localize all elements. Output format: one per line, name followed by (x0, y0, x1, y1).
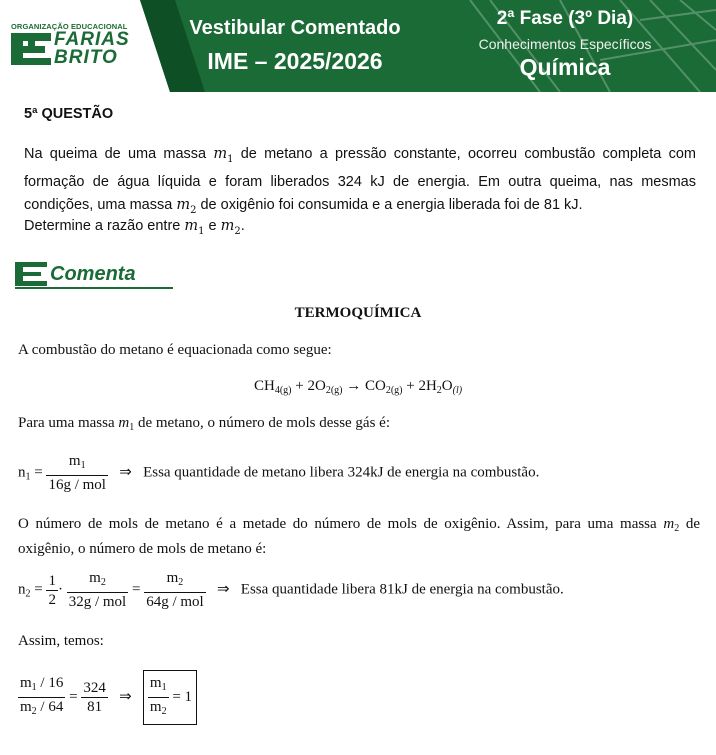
fraction-m1-over-16: $\frac{m_1}{\text{16g / mol}}$ (48, 453, 106, 493)
var-m2: $m_2$ (176, 196, 197, 216)
brand-farias: FARIAS (54, 29, 130, 50)
reaction-equation: $CH_{4(g)} + 2O_{2(g)} \to CO_{2(g)} + 2H_2O_{(l)}$ (254, 378, 463, 396)
equation-ratio: $\frac{m_1 / 16}{m_2 / 64}$ = $\frac{324}{81}$ ⇒ $\frac{m_1}{m_2}$ = 1 (18, 670, 197, 725)
implies-icon: ⇒ (119, 688, 132, 705)
implies-icon: ⇒ (216, 581, 230, 598)
equation-n2: $n_2$ = $\frac{1}{2}$ · $\frac{m_2}{\text{32g / mol}}$ = $\frac{m_2}{\text{64g / mol}}$ ⇒ Essa quantidade libera 81kJ de energia na combustão. (18, 570, 564, 610)
comenta-divider (15, 287, 173, 289)
var-m1: $m_1$ (213, 146, 234, 165)
org-name: ORGANIZAÇÃO EDUCACIONAL (11, 22, 128, 31)
fraction-ratio-left: $\frac{m_1 / 16}{m_2 / 64}$ (20, 675, 64, 717)
fraction-one-half: $\frac{1}{2}$ (48, 572, 56, 608)
question-text: Na queima de uma massa $m_1$ de metano a pressão constante, ocorreu combustão completa com formação de água líquida e foram liberados 324 kJ de energia. Em outra queima, nas mesmas condições, uma massa $m_2$ de oxigênio foi consumida e a energia liberada foi de 81 kJ. (24, 146, 696, 216)
implies-icon: ⇒ (119, 464, 132, 481)
solution-para2: O número de mols de metano é a metade do número de mols de oxigênio. Assim, para uma massa $m_2$ de oxigênio, o número de mols de metano é: (18, 516, 700, 557)
header-exam: IME – 2025/2026 (207, 48, 383, 74)
header-knowledge: Conhecimentos Específicos (478, 36, 652, 52)
fraction-m2-over-64: $\frac{m_2}{\text{64g / mol}}$ (146, 570, 204, 610)
equation-n1: $n_1$ = $\frac{m_1}{\text{16g / mol}}$ ⇒ Essa quantidade de metano libera 324kJ de energia na combustão. (18, 453, 540, 493)
comenta-label: Comenta (50, 263, 136, 285)
page-header (0, 0, 716, 92)
header-title: Vestibular Comentado (189, 17, 401, 39)
answer-box: $\frac{m_1}{m_2}$ = 1 (143, 670, 197, 725)
brand-brito: BRITO (54, 47, 118, 68)
solution-para1: Para uma massa $m_1$ de metano, o número de mols desse gás é: (18, 415, 391, 433)
fraction-m2-over-32: $\frac{m_2}{\text{32g / mol}}$ (68, 570, 127, 610)
header-phase: 2ª Fase (3º Dia) (496, 8, 634, 29)
question-label: 5ª QUESTÃO (24, 106, 114, 122)
comenta-logo-icon (15, 262, 49, 286)
question-determine: Determine a razão entre $m_1$ e $m_2$. (24, 218, 245, 237)
fraction-324-81: $\frac{324}{81}$ (83, 680, 106, 715)
solution-intro: A combustão do metano é equacionada como segue: (18, 342, 332, 358)
solution-title: TERMOQUÍMICA (294, 305, 422, 321)
header-subject: Química (519, 54, 611, 80)
solution-thus: Assim, temos: (18, 633, 104, 649)
